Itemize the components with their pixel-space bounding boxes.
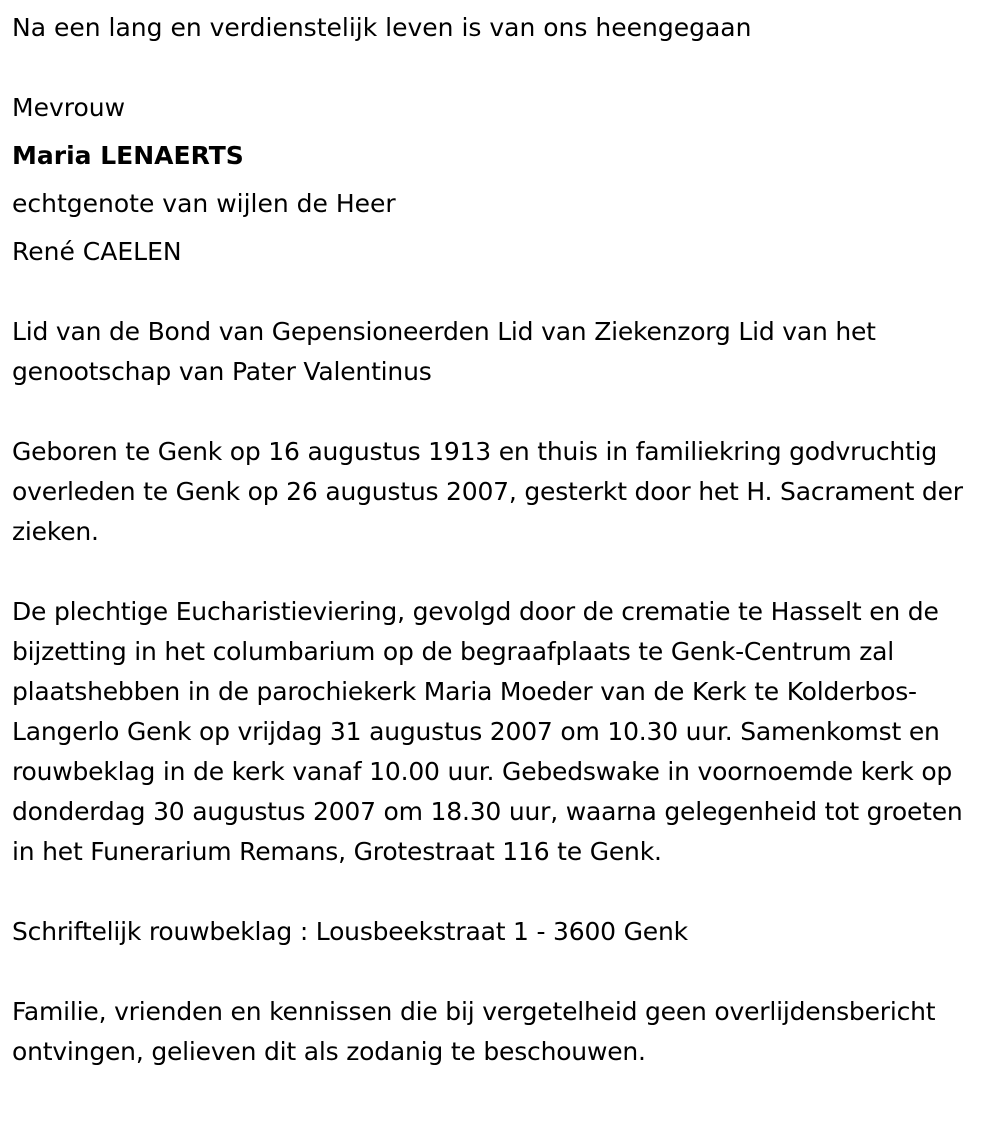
intro-line: Na een lang en verdienstelijk leven is van ons heengegaan — [12, 13, 752, 42]
spouse-name: René CAELEN — [12, 237, 182, 266]
salutation: Mevrouw — [12, 93, 126, 122]
closing-note: Familie, vrienden en kennissen die bij vergetelheid geen overlijdensbericht ontvingen, gelieven dit als zodanig te beschouwen. — [12, 997, 936, 1066]
spouse-relation: echtgenote van wijlen de Heer — [12, 189, 396, 218]
birth-death-paragraph: Geboren te Genk op 16 augustus 1913 en thuis in familiekring godvruchtig overleden te Genk op 26 augustus 2007, gesterkt door het H. Sacrament der zieken. — [12, 437, 963, 546]
ceremony-paragraph: De plechtige Eucharistieviering, gevolgd door de crematie te Hasselt en de bijzetting in het columbarium op de begraafplaats te Genk-Centrum zal plaatshebben in de parochiekerk Maria Moeder van de Kerk te Kolderbos-Langerlo Genk op vrijdag 31 augustus 2007 om 10.30 uur. Samenkomst en rouwbeklag in de kerk vanaf 10.00 uur. Gebedswake in voornoemde kerk op donderdag 30 augustus 2007 om 18.30 uur, waarna gelegenheid tot groeten in het Funerarium Remans, Grotestraat 116 te Genk. — [12, 597, 963, 866]
condolence-address: Schriftelijk rouwbeklag : Lousbeekstraat 1 - 3600 Genk — [12, 917, 688, 946]
memberships-paragraph: Lid van de Bond van Gepensioneerden Lid van Ziekenzorg Lid van het genootschap van Pater Valentinus — [12, 317, 876, 386]
deceased-name: Maria LENAERTS — [12, 141, 244, 170]
